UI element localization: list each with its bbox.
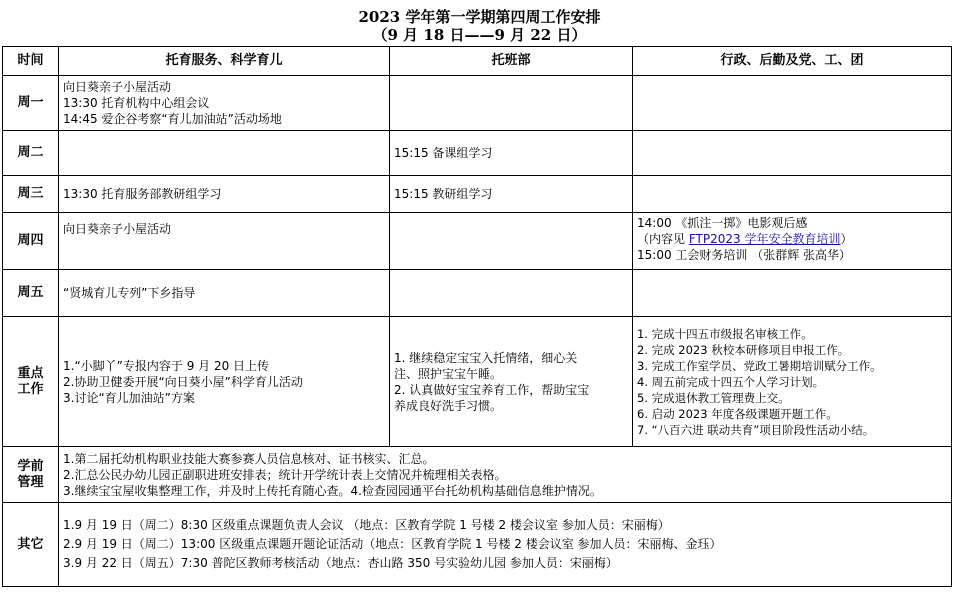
- focus-label-2: 工作: [17, 381, 44, 397]
- row-preschool-management: [3, 447, 952, 503]
- friday-nursery-cell: [390, 270, 633, 317]
- header-admin-logistics: 行政、后勤及党、工、团: [633, 47, 952, 76]
- thursday-childcare-item: 向日葵亲子小屋活动: [63, 222, 172, 236]
- focus-childcare-item: 1.“小脚丫”专报内容于 9 月 20 日上传: [63, 358, 270, 373]
- day-monday: 周一: [3, 76, 59, 131]
- preschool-item: 2.汇总公民办幼儿园正副职进班安排表；统计开学统计表上交情况并梳理相关表格。: [63, 467, 507, 482]
- day-tuesday: 周二: [3, 131, 59, 176]
- wednesday-childcare-item: 13:30 托育服务部教研组学习: [63, 187, 222, 201]
- header-nursery-class: 托班部: [390, 47, 633, 76]
- focus-nursery-item: 2. 认真做好宝宝养育工作，帮助宝宝: [394, 382, 590, 397]
- row-thursday: [3, 213, 952, 270]
- wednesday-childcare-cell: [59, 176, 390, 213]
- other-item: 1.9 月 19 日（周二）8:30 区级重点课题负责人会议 （地点：区教育学院 1 号楼 2 楼会议室 参加人员：宋丽梅）: [63, 518, 670, 532]
- monday-childcare-item: 向日葵亲子小屋活动: [63, 80, 172, 94]
- wednesday-nursery-cell: [390, 176, 633, 213]
- preschool-label-2: 管理: [17, 474, 44, 490]
- header-time: 时间: [3, 47, 59, 76]
- row-other: [3, 503, 952, 587]
- friday-admin-cell: [633, 270, 952, 317]
- friday-childcare-cell: [59, 270, 390, 317]
- thursday-admin-cell: [633, 213, 952, 270]
- monday-childcare-cell: [59, 76, 390, 131]
- thursday-admin-item: 15:00 工会财务培训 （张群辉 张高华）: [637, 248, 852, 262]
- row-wednesday: [3, 176, 952, 213]
- wednesday-admin-cell: [633, 176, 952, 213]
- thursday-admin-item: 14:00 《抓注一掷》电影观后感: [637, 216, 808, 230]
- day-wednesday: 周三: [3, 176, 59, 213]
- day-friday: 周五: [3, 270, 59, 317]
- tuesday-nursery-cell: [390, 131, 633, 176]
- focus-nursery-item: 注、照护宝宝午睡。: [394, 366, 503, 381]
- preschool-management-cell: [59, 447, 952, 503]
- focus-childcare-item: 2.协助卫健委开展“向日葵小屋”科学育儿活动: [63, 374, 303, 389]
- focus-nursery-item: 1. 继续稳定宝宝入托情绪，细心关: [394, 350, 578, 365]
- safety-training-link[interactable]: FTP2023 学年安全教育培训: [688, 232, 841, 246]
- monday-childcare-item: 13:30 托育机构中心组会议: [63, 96, 210, 110]
- other-cell: [59, 503, 952, 587]
- monday-nursery-cell: [390, 76, 633, 131]
- day-other: 其它: [3, 503, 59, 587]
- day-thursday: 周四: [3, 213, 59, 270]
- monday-admin-cell: [633, 76, 952, 131]
- focus-admin-item: 7. “八百六进 联动共育”项目阶段性活动小结。: [637, 422, 875, 437]
- other-item: 3.9 月 22 日（周五）7:30 普陀区教师考核活动（地点：杏山路 350 号实验幼儿园 参加人员：宋丽梅）: [63, 556, 618, 570]
- row-tuesday: [3, 131, 952, 176]
- focus-admin-item: 5. 完成退休教工管理费上交。: [637, 390, 790, 405]
- focus-admin-cell: [633, 317, 952, 447]
- thursday-childcare-cell: [59, 213, 390, 270]
- focus-admin-item: 6. 启动 2023 年度各级课题开题工作。: [637, 406, 838, 421]
- tuesday-childcare-cell: [59, 131, 390, 176]
- schedule-table: [2, 46, 952, 587]
- focus-admin-item: 2. 完成 2023 秋校本研修项目申报工作。: [637, 342, 850, 357]
- tuesday-nursery-item: 15:15 备课组学习: [394, 146, 493, 160]
- link-suffix: ）: [840, 232, 853, 246]
- preschool-item: 1.第二届托幼机构职业技能大赛参赛人员信息核对、证书核实、汇总。: [63, 451, 435, 466]
- header-childcare-services: 托育服务、科学育儿: [59, 47, 390, 76]
- focus-label-1: 重点: [17, 365, 44, 381]
- focus-admin-item: 1. 完成十四五市级报名审核工作。: [637, 326, 813, 341]
- link-prefix: （内容见: [637, 232, 689, 246]
- wednesday-nursery-item: 15:15 教研组学习: [394, 187, 493, 201]
- focus-admin-item: 3. 完成工作室学员、党政工暑期培训赋分工作。: [637, 358, 882, 373]
- thursday-admin-item-link-line: [637, 231, 947, 247]
- focus-childcare-cell: [59, 317, 390, 447]
- focus-admin-item: 4. 周五前完成十四五个人学习计划。: [637, 374, 825, 389]
- row-friday: [3, 270, 952, 317]
- focus-nursery-cell: [390, 317, 633, 447]
- other-item: 2.9 月 19 日（周二）13:00 区级重点课题开题论证活动（地点：区教育学院 1 号楼 2 楼会议室 参加人员：宋丽梅、金珏）: [63, 537, 722, 551]
- day-focus-work: [3, 317, 59, 447]
- tuesday-admin-cell: [633, 131, 952, 176]
- date-range-subtitle: （9 月 18 日——9 月 22 日）: [372, 26, 587, 44]
- document-title: 2023 学年第一学期第四周工作安排: [358, 8, 601, 26]
- preschool-label-1: 学前: [17, 458, 44, 474]
- focus-nursery-item: 养成良好洗手习惯。: [394, 398, 503, 413]
- preschool-item: 3.继续宝宝屋收集整理工作，并及时上传托育随心查。4.检查园园通平台托幼机构基础信息维护情况。: [63, 483, 602, 498]
- monday-childcare-item: 14:45 爱企谷考察“育儿加油站”活动场地: [63, 112, 282, 126]
- focus-childcare-item: 3.讨论“育儿加油站”方案: [63, 390, 195, 405]
- row-monday: [3, 76, 952, 131]
- friday-childcare-item: “贤城育儿专列”下乡指导: [63, 286, 196, 300]
- thursday-nursery-cell: [390, 213, 633, 270]
- row-focus-work: [3, 317, 952, 447]
- day-preschool-management: [3, 447, 59, 503]
- header-row: [3, 47, 952, 76]
